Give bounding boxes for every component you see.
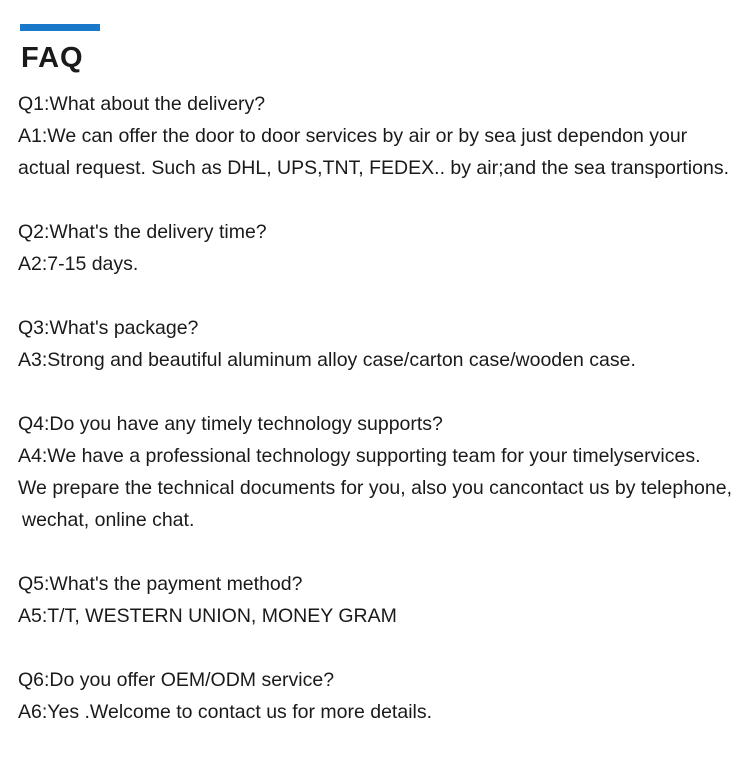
faq-item-4 xyxy=(18,408,750,536)
title-accent-bar xyxy=(20,24,100,31)
faq-item-3 xyxy=(18,312,750,376)
faq-item-6 xyxy=(18,664,750,728)
faq-answer-line: actual request. Such as DHL, UPS,TNT, FEDEX.. by air;and the sea transportions. xyxy=(18,157,729,179)
faq-item-5 xyxy=(18,568,750,632)
faq-answer-line: A5:T/T, WESTERN UNION, MONEY GRAM xyxy=(18,605,397,627)
faq-item-1 xyxy=(18,88,750,184)
faq-list xyxy=(18,88,750,728)
faq-answer-line: We prepare the technical documents for you, also you cancontact us by telephone, xyxy=(18,477,732,499)
faq-question: Q5:What's the payment method? xyxy=(18,573,303,595)
faq-question: Q3:What's package? xyxy=(18,317,199,339)
faq-spacer xyxy=(18,536,750,568)
page-title: FAQ xyxy=(21,42,84,74)
faq-answer-line: A1:We can offer the door to door services by air or by sea just dependon your xyxy=(18,125,688,147)
faq-item-2 xyxy=(18,216,750,280)
faq-answer-line: A3:Strong and beautiful aluminum alloy case/carton case/wooden case. xyxy=(18,349,636,371)
faq-spacer xyxy=(18,280,750,312)
faq-spacer xyxy=(18,184,750,216)
faq-spacer xyxy=(18,376,750,408)
faq-answer-line: A4:We have a professional technology supporting team for your timelyservices. xyxy=(18,445,701,467)
faq-answer-line: wechat, online chat. xyxy=(22,509,195,531)
faq-answer-line: A6:Yes .Welcome to contact us for more details. xyxy=(18,701,433,723)
faq-spacer xyxy=(18,632,750,664)
faq-answer-line: A2:7-15 days. xyxy=(18,253,139,275)
faq-question: Q2:What's the delivery time? xyxy=(18,221,267,243)
faq-question: Q1:What about the delivery? xyxy=(18,93,266,115)
faq-question: Q6:Do you offer OEM/ODM service? xyxy=(18,669,335,691)
faq-question: Q4:Do you have any timely technology supports? xyxy=(18,413,443,435)
